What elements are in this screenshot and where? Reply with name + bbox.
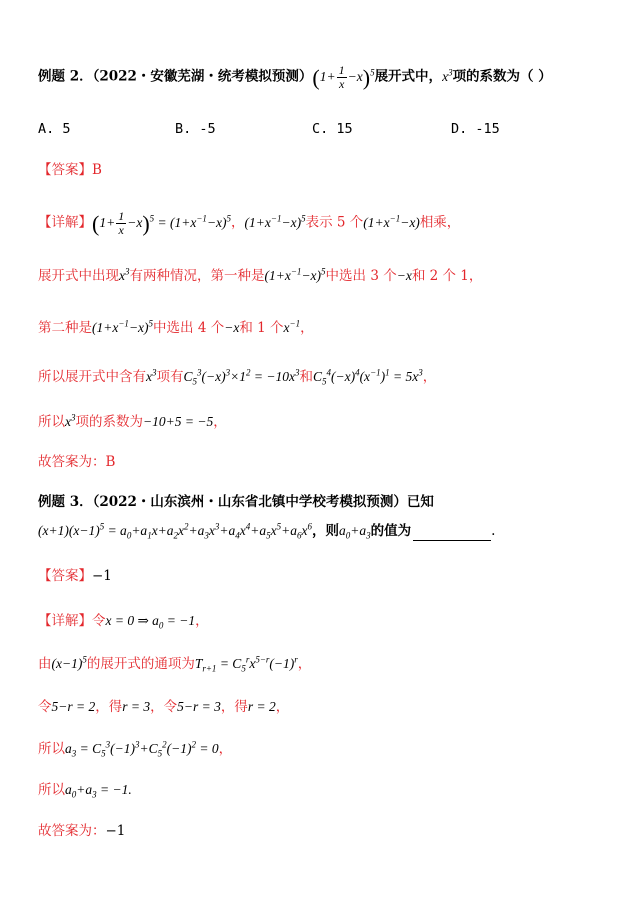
ex2-final: 故答案为：B — [38, 454, 116, 470]
ex3-final: 故答案为：−1 — [38, 823, 126, 839]
ex2-option-d: D. -15 — [451, 121, 500, 137]
ex3-question-line2: $(x+1)(x-1)^5 = a_0+a_1x+a_2x^2+a_3x^3+a_4x^4+a_5x^5+a_6x^6$，则$a_0+a_3$的值为 . — [38, 521, 496, 541]
ex2-option-b: B. -5 — [175, 121, 216, 137]
ex3-answer-value: −1 — [92, 568, 112, 584]
ex2-detail-tag: 【详解】 — [38, 214, 92, 231]
ex3-source: （2022・山东滨州・山东省北镇中学校考模拟预测）已知 — [92, 494, 434, 510]
ex2-option-a: A. 5 — [38, 121, 71, 137]
ex2-answer-tag: 【答案】 — [38, 162, 92, 178]
ex2-option-c: C. 15 — [312, 121, 353, 137]
ex2-detail-line1: 【详解】(1+ $\frac{1}{x}$ $-x)^5 = (1+x^{-1}-x)^5$，$(1+x^{-1}-x)^5$表示 5 个$(1+x^{-1}-x)$相乘， — [38, 209, 461, 237]
ex3-detail-line4: 所以$a_3 = C_5^3(-1)^3+C_5^2(-1)^2 = 0$， — [38, 739, 233, 759]
ex3-detail-line5: 所以$a_0+a_3 = -1$. — [38, 782, 132, 800]
ex2-detail-line4: 所以展开式中含有$x^3$项有$C_5^3(-x)^3\times 1^2 = -10x^3$和$C_5^4(-x)^4(x^{-1})^1 = 5x^3$， — [38, 367, 437, 387]
ex3-answer-blank — [413, 526, 491, 541]
ex3-question — [38, 492, 434, 512]
ex2-label: 例题 2． — [38, 68, 93, 85]
ex3-detail-line3: 令5−r = 2，得r = 3，令5−r = 3，得r = 2， — [38, 699, 290, 715]
ex2-expression: (1+ $\frac{1}{x}$ −x)$^5$ — [312, 63, 375, 91]
ex3-answer-tag: 【答案】 — [38, 568, 92, 584]
ex2-answer — [38, 160, 102, 180]
ex3-answer — [38, 566, 112, 586]
ex2-source: （2022・安徽芜湖・统考模拟预测） — [92, 68, 313, 85]
ex3-detail-line1: 【详解】令x = 0 ⇒ $a_0 = -1$， — [38, 613, 209, 631]
ex2-detail-line5: 所以$x^3$项的系数为−10+5 = −5， — [38, 412, 227, 430]
ex2-detail-line3: 第二种是$(1+x^{-1}-x)^5$中选出 4 个−x和 1 个$x^{-1}$， — [38, 318, 314, 336]
ex2-detail-line2: 展开式中出现$x^3$有两种情况，第一种是$(1+x^{-1}-x)^5$中选出 3 个−x和 2 个 1， — [38, 266, 483, 284]
ex2-tail2: 项的系数为（ ） — [452, 68, 552, 85]
ex3-detail-line2: 由$(x-1)^5$的展开式的通项为$T_{r+1} = C_5^rx^{5-r}(-1)^r$， — [38, 654, 312, 674]
ex2-answer-value: B — [92, 162, 102, 178]
ex3-detail-tag: 【详解】 — [38, 613, 92, 629]
ex2-tail: 展开式中， — [374, 68, 443, 85]
ex3-expansion: $(x+1)(x-1)^5 = a_0+a_1x+a_2x^2+a_3x^3+a_4x^4+a_5x^5+a_6x^6$ — [38, 521, 313, 541]
ex3-label: 例题 3． — [38, 494, 93, 510]
ex2-question: 例题 2．（2022・安徽芜湖・统考模拟预测）(1+ $\frac{1}{x}$ −x)$^5$展开式中，$x^3$项的系数为（ ） — [38, 63, 552, 91]
